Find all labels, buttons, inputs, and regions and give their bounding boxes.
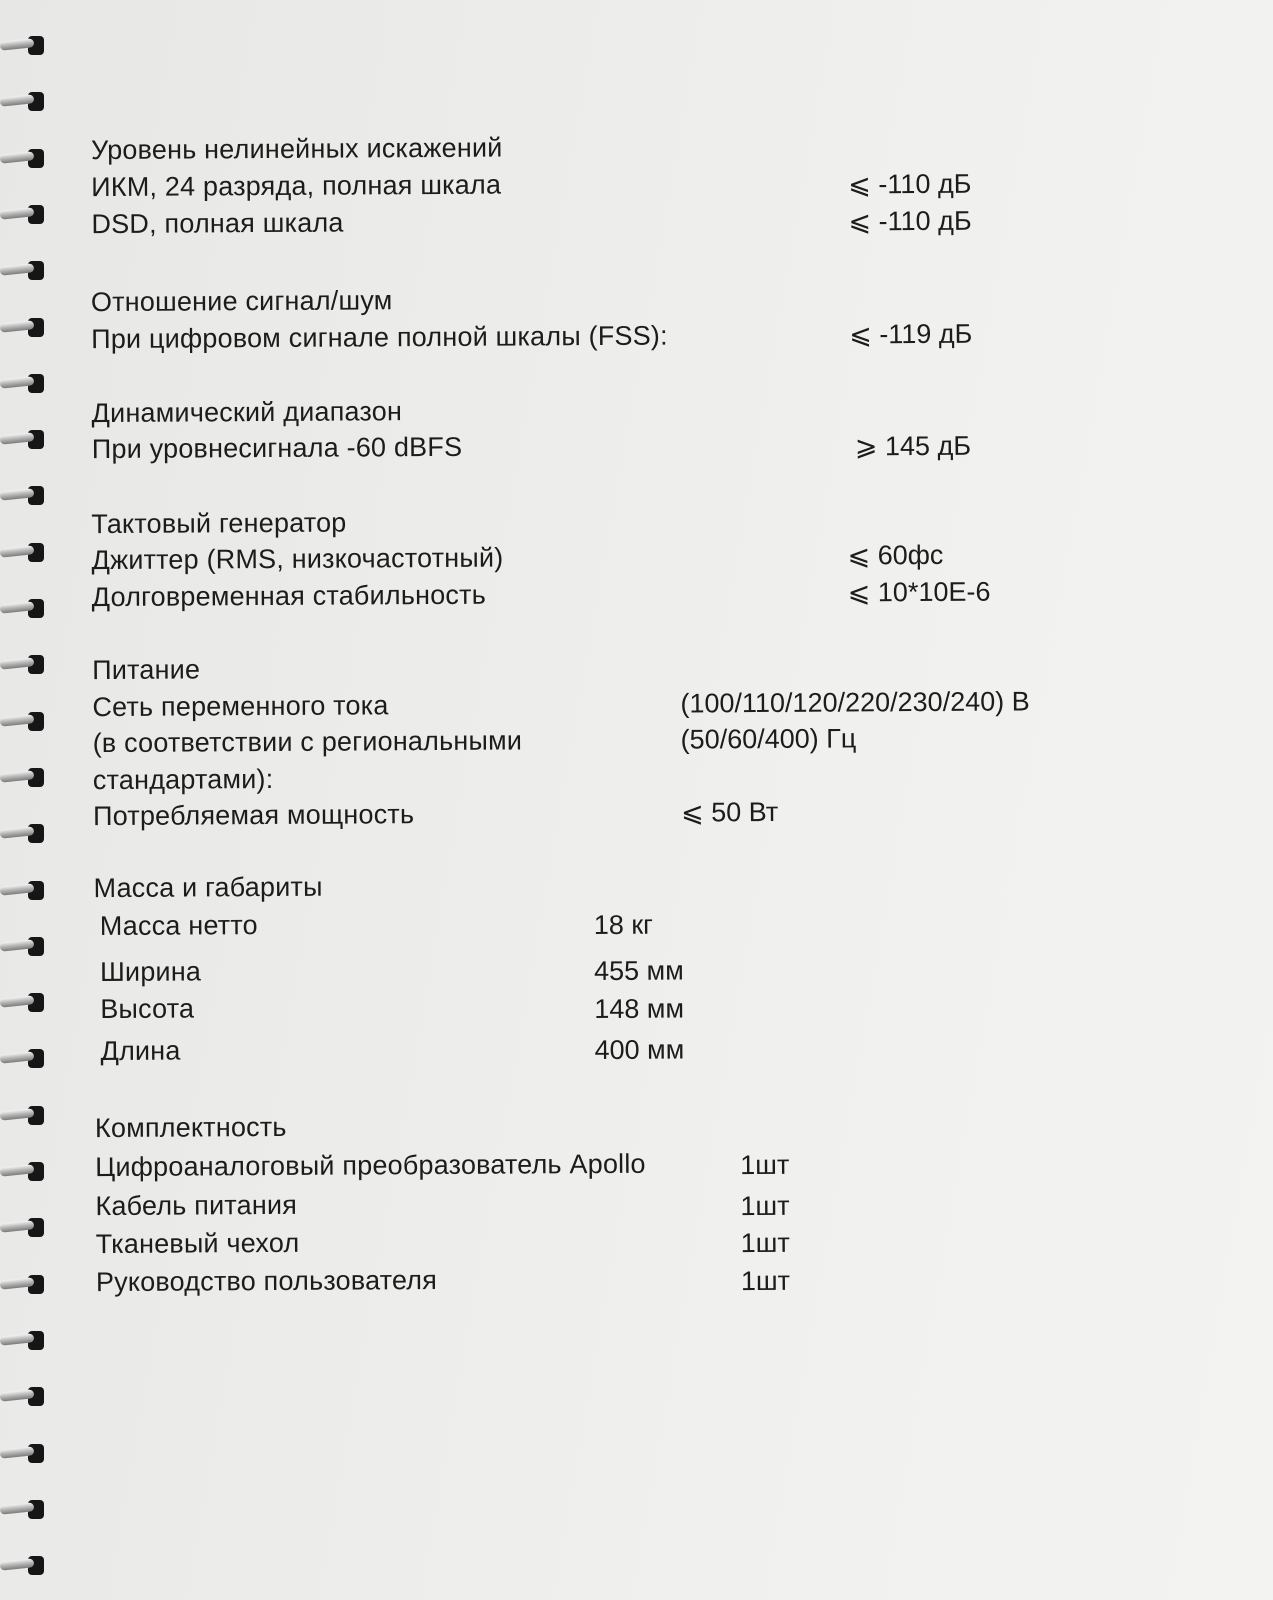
package-item-converter: Цифроаналоговый преобразователь Apollo [95, 1148, 646, 1183]
spec-label-pcm: ИКМ, 24 разряда, полная шкала [91, 169, 502, 203]
package-qty-power-cable: 1шт [740, 1190, 790, 1222]
package-qty-cover: 1шт [740, 1227, 790, 1259]
spec-value-ac: (100/110/120/220/230/240) В [680, 686, 1030, 719]
spec-value-jitter: ⩽ 60фс [847, 539, 944, 571]
spec-value-length: 400 мм [594, 1034, 685, 1066]
package-item-manual: Руководство пользователя [95, 1265, 438, 1298]
spec-value-height: 148 мм [594, 993, 685, 1025]
section-heading-distortion: Уровень нелинейных искажений [90, 132, 503, 166]
package-qty-converter: 1шт [740, 1149, 790, 1181]
spec-label-mass: Масса нетто [99, 910, 258, 942]
spec-label-consumption: Потребляемая мощность [92, 799, 415, 832]
section-heading-snr: Отношение сигнал/шум [90, 285, 393, 318]
spec-label-dsd: DSD, полная шкала [91, 207, 344, 240]
section-heading-package: Комплектность [94, 1111, 287, 1144]
package-item-power-cable: Кабель питания [95, 1189, 298, 1222]
spec-label-stability: Долговременная стабильность [91, 579, 487, 613]
spec-value-fss: ⩽ -119 дБ [849, 318, 973, 350]
spec-value-mass: 18 кг [593, 909, 654, 941]
spec-label-jitter: Джиттер (RMS, низкочастотный) [91, 542, 504, 576]
section-heading-dimensions: Масса и габариты [93, 871, 323, 904]
spec-value-freq: (50/60/400) Гц [680, 723, 857, 755]
spec-value-consumption: ⩽ 50 Вт [680, 796, 779, 828]
spec-label-regional-1: (в соответствии с региональными [92, 725, 523, 759]
section-heading-power: Питание [92, 654, 201, 686]
spec-value-pcm: ⩽ -110 дБ [848, 168, 972, 200]
section-heading-clock: Тактовый генератор [91, 507, 347, 540]
spec-label-fss: При цифровом сигнале полной шкалы (FSS): [91, 320, 668, 355]
spec-label-height: Высота [100, 993, 195, 1025]
spec-value-dsd: ⩽ -110 дБ [848, 205, 972, 237]
spec-label-regional-2: стандартами): [92, 763, 274, 796]
spec-value-level: ⩾ 145 дБ [854, 430, 972, 462]
package-qty-manual: 1шт [740, 1265, 791, 1297]
spec-label-width: Ширина [99, 956, 202, 988]
spec-label-ac: Сеть переменного тока [92, 690, 389, 723]
spec-value-width: 455 мм [593, 955, 684, 987]
spec-value-stability: ⩽ 10*10Е-6 [847, 576, 991, 608]
spec-label-length: Длина [100, 1035, 181, 1067]
section-heading-dynamic-range: Динамический диапазон [91, 396, 403, 429]
package-item-cover: Тканевый чехол [95, 1227, 300, 1260]
spec-label-level: При уровнесигнала -60 dBFS [91, 431, 463, 465]
